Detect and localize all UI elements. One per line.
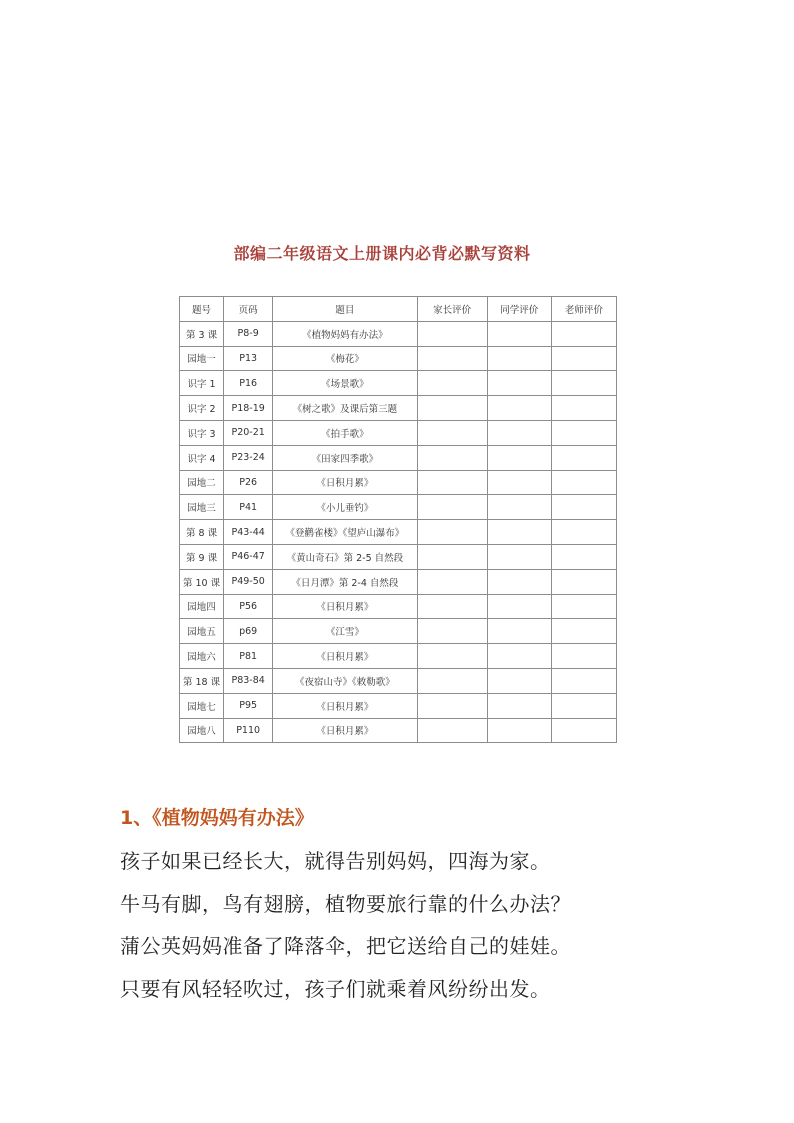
cell-topic: 《日积月累》 [273,470,417,495]
cell-classmate-review [487,371,551,396]
cell-lesson-number: 园地八 [180,718,224,743]
cell-parent-review [417,371,487,396]
document-title: 部编二年级语文上册课内必背必默写资料 [233,244,531,263]
cell-parent-review [417,321,487,346]
cell-teacher-review [551,470,616,495]
cell-topic: 《黄山奇石》第 2-5 自然段 [273,544,417,569]
table-row [180,693,617,718]
table-row [180,495,617,520]
cell-parent-review [417,569,487,594]
cell-topic: 《梅花》 [273,346,417,371]
cell-teacher-review [551,346,616,371]
cell-classmate-review [487,495,551,520]
cell-page: P13 [224,346,273,371]
header-lesson-number: 题号 [180,297,224,322]
cell-teacher-review [551,693,616,718]
cell-page: P26 [224,470,273,495]
cell-lesson-number: 第 3 课 [180,321,224,346]
cell-page: P110 [224,718,273,743]
table-row [180,594,617,619]
table-row [180,396,617,421]
cell-teacher-review [551,594,616,619]
table-row [180,569,617,594]
cell-teacher-review [551,569,616,594]
cell-topic: 《日积月累》 [273,644,417,669]
cell-parent-review [417,495,487,520]
table-body [180,321,617,743]
cell-topic: 《田家四季歌》 [273,445,417,470]
cell-parent-review [417,544,487,569]
cell-topic: 《夜宿山寺》《敕勒歌》 [273,668,417,693]
section-heading: 1、《植物妈妈有办法》 [120,807,314,829]
cell-lesson-number: 第 10 课 [180,569,224,594]
cell-page: P43-44 [224,520,273,545]
poem-line: 蒲公英妈妈准备了降落伞，把它送给自己的娃娃。 [120,934,571,958]
cell-classmate-review [487,470,551,495]
cell-lesson-number: 园地二 [180,470,224,495]
cell-teacher-review [551,420,616,445]
cell-page: P41 [224,495,273,520]
cell-parent-review [417,693,487,718]
cell-classmate-review [487,520,551,545]
cell-parent-review [417,420,487,445]
cell-teacher-review [551,445,616,470]
cell-classmate-review [487,619,551,644]
cell-topic: 《登鹳雀楼》《望庐山瀑布》 [273,520,417,545]
table-row [180,619,617,644]
cell-classmate-review [487,445,551,470]
cell-lesson-number: 第 18 课 [180,668,224,693]
cell-lesson-number: 识字 1 [180,371,224,396]
cell-parent-review [417,470,487,495]
cell-lesson-number: 园地五 [180,619,224,644]
cell-topic: 《日月潭》第 2-4 自然段 [273,569,417,594]
cell-lesson-number: 园地七 [180,693,224,718]
table-row [180,544,617,569]
cell-teacher-review [551,371,616,396]
cell-classmate-review [487,321,551,346]
table-row [180,420,617,445]
cell-page: P95 [224,693,273,718]
cell-topic: 《场景歌》 [273,371,417,396]
table-header-row [180,297,617,322]
cell-page: P20-21 [224,420,273,445]
cell-topic: 《日积月累》 [273,693,417,718]
cell-page: p69 [224,619,273,644]
cell-classmate-review [487,693,551,718]
cell-teacher-review [551,396,616,421]
table-row [180,445,617,470]
cell-lesson-number: 第 9 课 [180,544,224,569]
cell-page: P23-24 [224,445,273,470]
cell-topic: 《小儿垂钓》 [273,495,417,520]
cell-lesson-number: 第 8 课 [180,520,224,545]
table-row [180,644,617,669]
header-classmate-review: 同学评价 [487,297,551,322]
cell-parent-review [417,644,487,669]
poem-line: 孩子如果已经长大，就得告别妈妈，四海为家。 [120,849,551,873]
table-row [180,321,617,346]
cell-classmate-review [487,396,551,421]
table-row [180,668,617,693]
poem-line: 只要有风轻轻吹过，孩子们就乘着风纷纷出发。 [120,976,551,1001]
cell-parent-review [417,346,487,371]
cell-parent-review [417,396,487,421]
cell-topic: 《树之歌》及课后第三题 [273,396,417,421]
cell-page: P49-50 [224,569,273,594]
cell-page: P83-84 [224,668,273,693]
cell-classmate-review [487,569,551,594]
cell-parent-review [417,594,487,619]
header-parent-review: 家长评价 [417,297,487,322]
cell-lesson-number: 园地一 [180,346,224,371]
cell-topic: 《日积月累》 [273,594,417,619]
cell-classmate-review [487,594,551,619]
cell-topic: 《日积月累》 [273,718,417,743]
cell-teacher-review [551,520,616,545]
cell-parent-review [417,445,487,470]
header-page: 页码 [224,297,273,322]
cell-teacher-review [551,321,616,346]
cell-page: P46-47 [224,544,273,569]
poem-line: 牛马有脚，鸟有翅膀，植物要旅行靠的什么办法？ [120,891,571,916]
cell-classmate-review [487,668,551,693]
table-row [180,470,617,495]
cell-page: P18-19 [224,396,273,421]
cell-classmate-review [487,718,551,743]
cell-lesson-number: 识字 2 [180,396,224,421]
cell-lesson-number: 园地四 [180,594,224,619]
cell-parent-review [417,718,487,743]
cell-parent-review [417,520,487,545]
cell-classmate-review [487,346,551,371]
table-row [180,718,617,743]
cell-page: P81 [224,644,273,669]
header-teacher-review: 老师评价 [551,297,616,322]
poem-text [120,846,780,1016]
cell-page: P8-9 [224,321,273,346]
cell-page: P56 [224,594,273,619]
cell-teacher-review [551,718,616,743]
cell-lesson-number: 识字 3 [180,420,224,445]
cell-parent-review [417,668,487,693]
cell-lesson-number: 园地六 [180,644,224,669]
table-row [180,346,617,371]
cell-classmate-review [487,544,551,569]
cell-page: P16 [224,371,273,396]
cell-lesson-number: 园地三 [180,495,224,520]
cell-teacher-review [551,644,616,669]
cell-topic: 《拍手歌》 [273,420,417,445]
recitation-table [179,296,617,743]
table-row [180,520,617,545]
cell-classmate-review [487,644,551,669]
cell-parent-review [417,619,487,644]
cell-teacher-review [551,495,616,520]
cell-teacher-review [551,668,616,693]
header-topic: 题目 [273,297,417,322]
cell-lesson-number: 识字 4 [180,445,224,470]
cell-teacher-review [551,619,616,644]
cell-classmate-review [487,420,551,445]
cell-topic: 《植物妈妈有办法》 [273,321,417,346]
cell-topic: 《江雪》 [273,619,417,644]
table-row [180,371,617,396]
cell-teacher-review [551,544,616,569]
